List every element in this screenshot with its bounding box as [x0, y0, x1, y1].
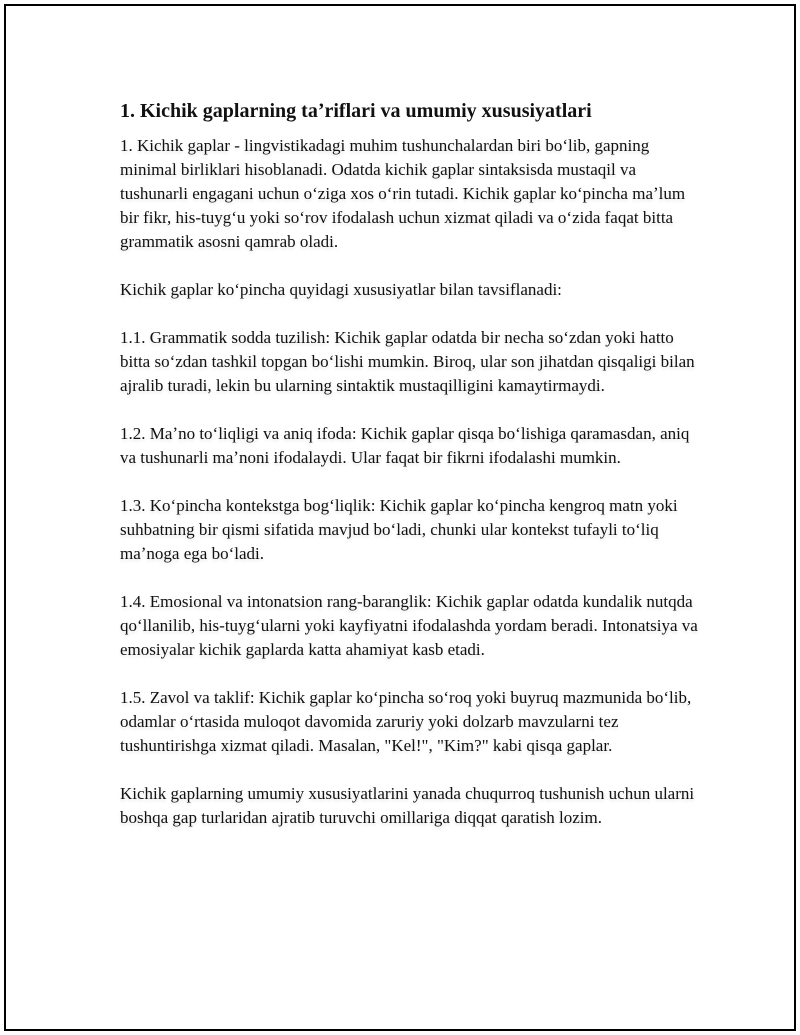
document-page: [4, 4, 796, 1031]
paragraph-1-4: 1.4. Emosional va intonatsion rang-baranglik: Kichik gaplar odatda kundalik nutqda qoʻllanilib, his-tuygʻularni yoki kayfiyatni ifodalashda yordam beradi. Intonatsiya va emosiyalar kichik gaplarda katta ahamiyat kasb etadi.: [120, 592, 698, 659]
section-heading: 1. Kichik gaplarning taʼriflari va umumiy xususiyatlari: [120, 100, 592, 122]
paragraph-features-lead: Kichik gaplar koʻpincha quyidagi xususiyatlar bilan tavsiflanadi:: [120, 280, 562, 299]
document-body: [120, 94, 700, 854]
paragraph-conclusion: Kichik gaplarning umumiy xususiyatlarini yanada chuqurroq tushunish uchun ularni boshqa gap turlaridan ajratib turuvchi omillariga diqqat qaratish lozim.: [120, 784, 695, 827]
paragraph-1-5: 1.5. Zavol va taklif: Kichik gaplar koʻpincha soʻroq yoki buyruq mazmunida boʻlib, odamlar oʻrtasida muloqot davomida zaruriy yoki dolzarb mavzularni tez tushuntirishga xizmat qiladi. Masalan, "Kel!", "Kim?" kabi qisqa gaplar.: [120, 688, 692, 755]
paragraph-intro: 1. Kichik gaplar - lingvistikadagi muhim tushunchalardan biri boʻlib, gapning minimal birliklari hisoblanadi. Odatda kichik gaplar sintaksisda mustaqil va tushunarli engagani uchun oʻziga xos oʻrin tutadi. Kichik gaplar koʻpincha maʼlum bir fikr, his-tuygʻu yoki soʻrov ifodalash uchun xizmat qiladi va oʻzida faqat bitta grammatik asosni qamrab oladi.: [120, 136, 686, 251]
paragraph-1-2: 1.2. Maʼno toʻliqligi va aniq ifoda: Kichik gaplar qisqa boʻlishiga qaramasdan, aniq va tushunarli maʼnoni ifodalaydi. Ular faqat bir fikrni ifodalashi mumkin.: [120, 424, 690, 467]
paragraph-1-1: 1.1. Grammatik sodda tuzilish: Kichik gaplar odatda bir necha soʻzdan yoki hatto bitta soʻzdan tashkil topgan boʻlishi mumkin. Biroq, ular son jihatdan qisqaligi bilan ajralib turadi, lekin bu ularning sintaktik mustaqilligini kamaytirmaydi.: [120, 328, 695, 395]
paragraph-1-3: 1.3. Koʻpincha kontekstga bogʻliqlik: Kichik gaplar koʻpincha kengroq matn yoki suhbatning bir qismi sifatida mavjud boʻladi, chunki ular kontekst tufayli toʻliq maʼnoga ega boʻladi.: [120, 496, 678, 563]
